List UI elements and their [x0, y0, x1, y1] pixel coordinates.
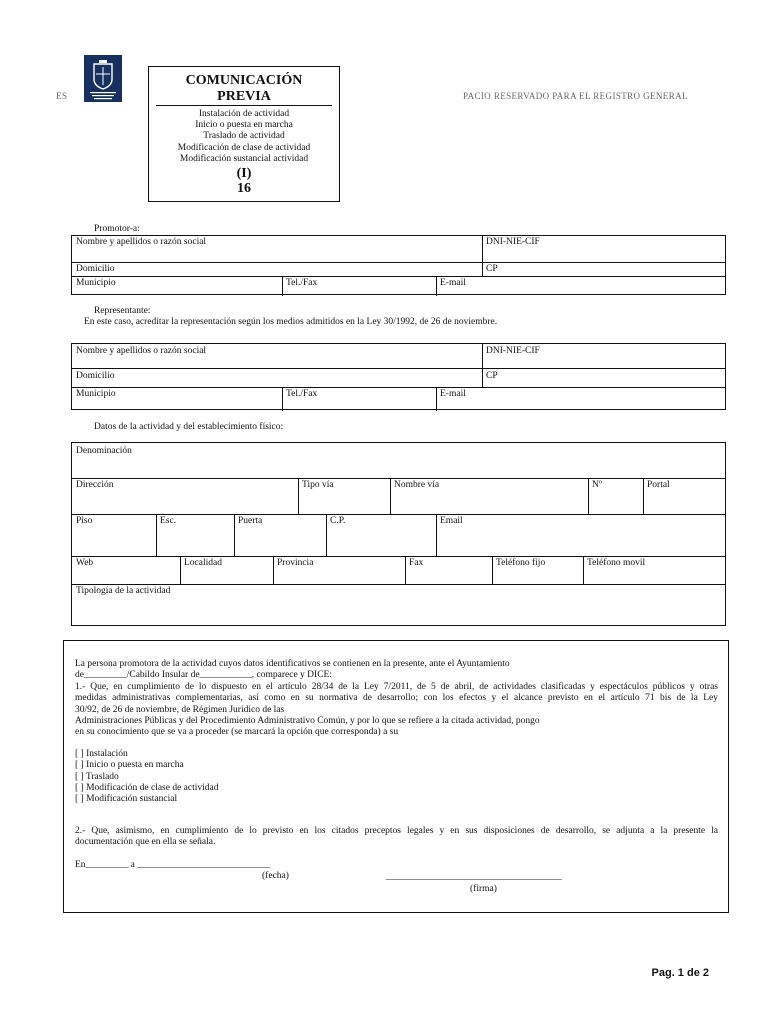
email-field[interactable]: Email [440, 516, 463, 526]
escalera-field[interactable]: Esc. [160, 516, 177, 526]
procedure-item: Modificación de clase de actividad [177, 142, 311, 153]
form-number: 16 [237, 181, 251, 196]
portal-field[interactable]: Portal [647, 480, 670, 490]
puerta-field[interactable]: Puerta [238, 516, 263, 526]
telefono-fijo-field[interactable]: Teléfono fijo [496, 558, 546, 568]
declaration-point-2: 2.- Que, asimismo, en cumplimiento de lo previsto en los citados preceptos legales y en sus disposiciones de desarrollo, se adjunta a la presente la [75, 826, 718, 836]
declaration-line-7: en su conocimiento que se va a proceder (se marcará la opción que corresponda) a su [75, 727, 399, 737]
tipo-via-field[interactable]: Tipo vía [302, 480, 334, 490]
page-number: Pag. 1 de 2 [651, 967, 709, 979]
promotor-cp-field[interactable]: CP [486, 264, 498, 274]
numero-field[interactable]: Nº [592, 480, 602, 490]
procedure-item: Traslado de actividad [203, 131, 285, 142]
tipologia-field[interactable]: Tipología de la actividad [76, 586, 171, 596]
option-traslado-checkbox[interactable]: [ ] Traslado [75, 772, 119, 782]
representante-cp-field[interactable]: CP [486, 371, 498, 381]
declaration-line-3: 1.- Que, en cumplimiento de lo dispuesto en el artículo 28/34 de la Ley 7/2011, de 5 de abril, de actividades clasificadas y espectáculos públicos y otras [75, 682, 718, 692]
direccion-field[interactable]: Dirección [76, 480, 114, 490]
header-left-text: ES [56, 91, 68, 101]
title-line-1: COMUNICACIÓN [185, 73, 303, 88]
declaration-line-2: de_________/Cabildo Insular de___________, comparece y DICE: [75, 670, 332, 680]
representante-name-field[interactable]: Nombre y apellidos o razón social [76, 346, 207, 356]
representante-id-field[interactable]: DNI-NIE-CIF [486, 346, 540, 356]
activity-heading: Datos de la actividad y del establecimiento físico: [94, 422, 284, 432]
nombre-via-field[interactable]: Nombre vía [394, 480, 440, 490]
title-box [148, 66, 340, 202]
option-modificacion-sustancial-checkbox[interactable]: [ ] Modificación sustancial [75, 794, 178, 804]
procedure-item: Modificación sustancial actividad [179, 153, 309, 164]
form-code: (I) [236, 166, 252, 181]
representante-phone-field[interactable]: Tel./Fax [286, 389, 318, 399]
declaration-line-6: Administraciones Públicas y del Procedimiento Administrativo Común, y por lo que se refiere a la citada actividad, pongo [75, 716, 540, 726]
option-instalacion-checkbox[interactable]: [ ] Instalación [75, 749, 128, 759]
promotor-heading: Promotor-a: [94, 224, 140, 234]
option-modificacion-clase-checkbox[interactable]: [ ] Modificación de clase de actividad [75, 783, 219, 793]
promotor-name-field[interactable]: Nombre y apellidos o razón social [76, 237, 207, 247]
localidad-field[interactable]: Localidad [184, 558, 222, 568]
option-inicio-checkbox[interactable]: [ ] Inicio o puesta en marcha [75, 760, 184, 770]
representante-table [71, 343, 726, 410]
activity-table [71, 442, 726, 626]
representante-note: En este caso, acreditar la representación según los medios admitidos en la Ley 30/1992, de 26 de noviembre. [84, 317, 498, 327]
procedure-list [149, 109, 339, 165]
promotor-address-field[interactable]: Domicilio [76, 264, 115, 274]
denominacion-field[interactable]: Denominación [76, 446, 132, 456]
declaration-point-2-end: documentación que en ella se señala. [75, 837, 216, 847]
fecha-caption: (fecha) [262, 871, 289, 881]
promotor-phone-field[interactable]: Tel./Fax [286, 278, 318, 288]
promotor-municipality-field[interactable]: Municipio [76, 278, 116, 288]
procedure-item: Instalación de actividad [198, 109, 290, 119]
codigo-postal-field[interactable]: C.P. [330, 516, 346, 526]
title-divider [156, 105, 332, 106]
registry-reserved-space: PACIO RESERVADO PARA EL REGISTRO GENERAL [463, 91, 688, 101]
signature-field[interactable]: _____________________________________ [386, 872, 562, 882]
declaration-line-5: 30/92, de 26 de noviembre, de Régimen Jurídico de las [75, 705, 285, 715]
fax-field[interactable]: Fax [409, 558, 424, 568]
representante-municipality-field[interactable]: Municipio [76, 389, 116, 399]
title-line-2: PREVIA [217, 89, 271, 104]
municipal-crest-logo [84, 55, 122, 102]
web-field[interactable]: Web [76, 558, 94, 568]
provincia-field[interactable]: Provincia [277, 558, 314, 568]
piso-field[interactable]: Piso [76, 516, 93, 526]
representante-address-field[interactable]: Domicilio [76, 371, 115, 381]
declaration-box [63, 640, 729, 913]
declaration-line-4: medidas administrativas complementarias, así como en su normativa de desarrollo; con los efectos y el alcance previsto en el artículo 71 bis de la Ley [75, 693, 718, 703]
firma-caption: (firma) [470, 884, 497, 894]
declaration-line-1: La persona promotora de la actividad cuyos datos identificativos se contienen en la presente, ante el Ayuntamiento [75, 659, 510, 669]
promotor-email-field[interactable]: E-mail [440, 278, 466, 288]
procedure-item: Inicio o puesta en marcha [195, 120, 293, 131]
place-date-field[interactable]: En_________ a ____________________________ [75, 860, 271, 870]
promotor-table [71, 235, 726, 295]
representante-heading: Representante: [94, 306, 151, 316]
telefono-movil-field[interactable]: Teléfono movil [587, 558, 646, 568]
promotor-id-field[interactable]: DNI-NIE-CIF [486, 237, 540, 247]
representante-email-field[interactable]: E-mail [440, 389, 466, 399]
crest-icon [84, 55, 122, 102]
